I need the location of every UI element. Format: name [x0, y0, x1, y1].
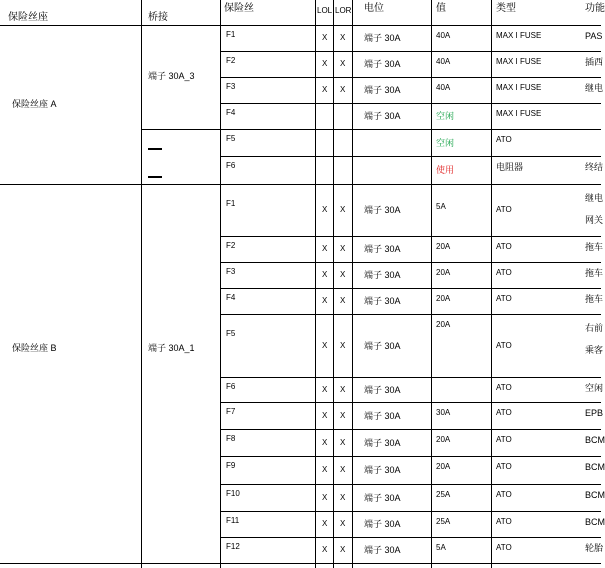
- function-cell: 插西: [585, 57, 604, 67]
- grid-line: [220, 262, 601, 263]
- grid-line: [220, 402, 601, 403]
- lor-mark: X: [340, 545, 346, 554]
- header-fuse: 保险丝: [224, 3, 254, 14]
- potential-cell: 端子 30A: [364, 33, 401, 43]
- value-cell: 使用: [436, 165, 455, 175]
- potential-cell: 端子 30A: [364, 59, 401, 69]
- header-lor: LOR: [335, 6, 352, 15]
- lol-mark: X: [322, 519, 328, 528]
- grid-line: [220, 484, 601, 485]
- value-cell: 40A: [436, 57, 451, 66]
- fuse-id: F7: [226, 407, 236, 416]
- lol-mark: X: [322, 341, 328, 350]
- type-cell: 电阻器: [496, 162, 524, 172]
- value-cell: 20A: [436, 462, 451, 471]
- function-cell: 终结: [585, 162, 604, 172]
- lol-mark: X: [322, 296, 328, 305]
- function-cell: 右前: [585, 323, 604, 333]
- lor-mark: X: [340, 270, 346, 279]
- value-cell: 30A: [436, 408, 451, 417]
- potential-cell: 端子 30A: [364, 411, 401, 421]
- value-cell: 5A: [436, 543, 446, 552]
- type-cell: ATO: [496, 242, 512, 251]
- fuse-id: F3: [226, 267, 236, 276]
- function-cell: EPB: [585, 408, 604, 418]
- lor-mark: X: [340, 296, 346, 305]
- potential-cell: 端子 30A: [364, 205, 401, 215]
- grid-line: [220, 51, 601, 52]
- value-cell: 20A: [436, 242, 451, 251]
- header-value: 值: [436, 3, 446, 14]
- type-cell: ATO: [496, 543, 512, 552]
- lol-mark: X: [322, 385, 328, 394]
- lor-mark: X: [340, 465, 346, 474]
- potential-cell: 端子 30A: [364, 385, 401, 395]
- value-cell: 空闲: [436, 111, 455, 121]
- function-cell: 拖车: [585, 242, 604, 252]
- type-cell: ATO: [496, 383, 512, 392]
- holder-b-label: 保险丝座 B: [12, 343, 57, 353]
- fuse-id: F10: [226, 489, 240, 498]
- type-cell: MAX I FUSE: [496, 57, 542, 66]
- grid-line: [220, 77, 601, 78]
- value-cell: 20A: [436, 294, 451, 303]
- lol-mark: X: [322, 493, 328, 502]
- fuse-id: F1: [226, 199, 236, 208]
- value-cell: 20A: [436, 320, 451, 329]
- grid-line: [220, 537, 601, 538]
- grid-line: [491, 0, 492, 568]
- fuse-id: F5: [226, 329, 236, 338]
- type-cell: ATO: [496, 294, 512, 303]
- fuse-id: F1: [226, 30, 236, 39]
- grid-line: [0, 563, 601, 564]
- fuse-id: F5: [226, 134, 236, 143]
- empty-bridge-mark: [148, 148, 162, 150]
- type-cell: ATO: [496, 268, 512, 277]
- grid-line: [220, 0, 221, 568]
- grid-line: [315, 0, 316, 568]
- grid-line: [352, 0, 353, 568]
- lor-mark: X: [340, 411, 346, 420]
- lol-mark: X: [322, 205, 328, 214]
- grid-line: [141, 0, 142, 568]
- fuse-id: F2: [226, 241, 236, 250]
- grid-line: [220, 456, 601, 457]
- type-cell: MAX I FUSE: [496, 109, 542, 118]
- function-cell: 轮胎: [585, 543, 604, 553]
- potential-cell: 端子 30A: [364, 438, 401, 448]
- lol-mark: X: [322, 438, 328, 447]
- function-cell: 继电: [585, 193, 604, 203]
- header-type: 类型: [496, 3, 516, 14]
- value-cell: 25A: [436, 490, 451, 499]
- value-cell: 40A: [436, 83, 451, 92]
- grid-line: [141, 129, 601, 130]
- lol-mark: X: [322, 59, 328, 68]
- potential-cell: 端子 30A: [364, 270, 401, 280]
- value-cell: 20A: [436, 268, 451, 277]
- fuse-id: F4: [226, 108, 236, 117]
- potential-cell: 端子 30A: [364, 465, 401, 475]
- type-cell: MAX I FUSE: [496, 83, 542, 92]
- function-cell: 继电: [585, 83, 604, 93]
- lor-mark: X: [340, 341, 346, 350]
- grid-line: [220, 103, 601, 104]
- function-cell: 拖车: [585, 294, 604, 304]
- lor-mark: X: [340, 493, 346, 502]
- lor-mark: X: [340, 244, 346, 253]
- potential-cell: 端子 30A: [364, 85, 401, 95]
- grid-line: [220, 288, 601, 289]
- header-holder: 保险丝座: [8, 12, 48, 23]
- type-cell: ATO: [496, 435, 512, 444]
- fuse-id: F12: [226, 542, 240, 551]
- potential-cell: 端子 30A: [364, 111, 401, 121]
- bridge-b-label: 端子 30A_1: [148, 343, 195, 353]
- grid-line: [220, 236, 601, 237]
- lor-mark: X: [340, 205, 346, 214]
- fuse-id: F3: [226, 82, 236, 91]
- lol-mark: X: [322, 244, 328, 253]
- potential-cell: 端子 30A: [364, 296, 401, 306]
- value-cell: 5A: [436, 202, 446, 211]
- potential-cell: 端子 30A: [364, 341, 401, 351]
- potential-cell: 端子 30A: [364, 244, 401, 254]
- lol-mark: X: [322, 545, 328, 554]
- value-cell: 40A: [436, 31, 451, 40]
- fuse-id: F2: [226, 56, 236, 65]
- lor-mark: X: [340, 33, 346, 42]
- lol-mark: X: [322, 85, 328, 94]
- lor-mark: X: [340, 385, 346, 394]
- grid-line: [220, 377, 601, 378]
- header-potential: 电位: [364, 3, 384, 14]
- empty-bridge-mark: [148, 176, 162, 178]
- grid-line: [431, 0, 432, 568]
- fuse-id: F4: [226, 293, 236, 302]
- type-cell: ATO: [496, 408, 512, 417]
- potential-cell: 端子 30A: [364, 493, 401, 503]
- value-cell: 25A: [436, 517, 451, 526]
- function-cell: BCM: [585, 517, 605, 527]
- grid-line: [0, 25, 601, 26]
- grid-line: [0, 184, 601, 185]
- type-cell: ATO: [496, 135, 512, 144]
- fuse-id: F11: [226, 516, 240, 525]
- function-cell: BCM: [585, 462, 605, 472]
- type-cell: ATO: [496, 205, 512, 214]
- lor-mark: X: [340, 59, 346, 68]
- function-cell-line2: 网关: [585, 215, 604, 225]
- fuse-id: F6: [226, 161, 236, 170]
- lol-mark: X: [322, 270, 328, 279]
- bridge-a-label: 端子 30A_3: [148, 71, 195, 81]
- fuse-id: F9: [226, 461, 236, 470]
- lor-mark: X: [340, 438, 346, 447]
- function-cell: 拖车: [585, 268, 604, 278]
- grid-line: [220, 511, 601, 512]
- grid-line: [220, 314, 601, 315]
- header-bridge: 桥接: [148, 12, 168, 23]
- grid-line: [220, 429, 601, 430]
- grid-line: [333, 0, 334, 568]
- fuse-id: F8: [226, 434, 236, 443]
- function-cell: BCM: [585, 435, 605, 445]
- type-cell: ATO: [496, 490, 512, 499]
- value-cell: 空闲: [436, 138, 455, 148]
- function-cell-line2: 乘客: [585, 345, 604, 355]
- function-cell: BCM: [585, 490, 605, 500]
- header-function: 功能: [585, 3, 605, 14]
- type-cell: ATO: [496, 341, 512, 350]
- holder-a-label: 保险丝座 A: [12, 99, 57, 109]
- value-cell: 20A: [436, 435, 451, 444]
- potential-cell: 端子 30A: [364, 519, 401, 529]
- type-cell: ATO: [496, 517, 512, 526]
- lol-mark: X: [322, 33, 328, 42]
- fuse-id: F6: [226, 382, 236, 391]
- potential-cell: 端子 30A: [364, 545, 401, 555]
- grid-line: [220, 156, 601, 157]
- header-lol: LOL: [317, 6, 333, 15]
- type-cell: MAX I FUSE: [496, 31, 542, 40]
- lor-mark: X: [340, 519, 346, 528]
- function-cell: 空闲: [585, 383, 604, 393]
- lol-mark: X: [322, 465, 328, 474]
- lor-mark: X: [340, 85, 346, 94]
- type-cell: ATO: [496, 462, 512, 471]
- function-cell: PAS: [585, 31, 603, 41]
- lol-mark: X: [322, 411, 328, 420]
